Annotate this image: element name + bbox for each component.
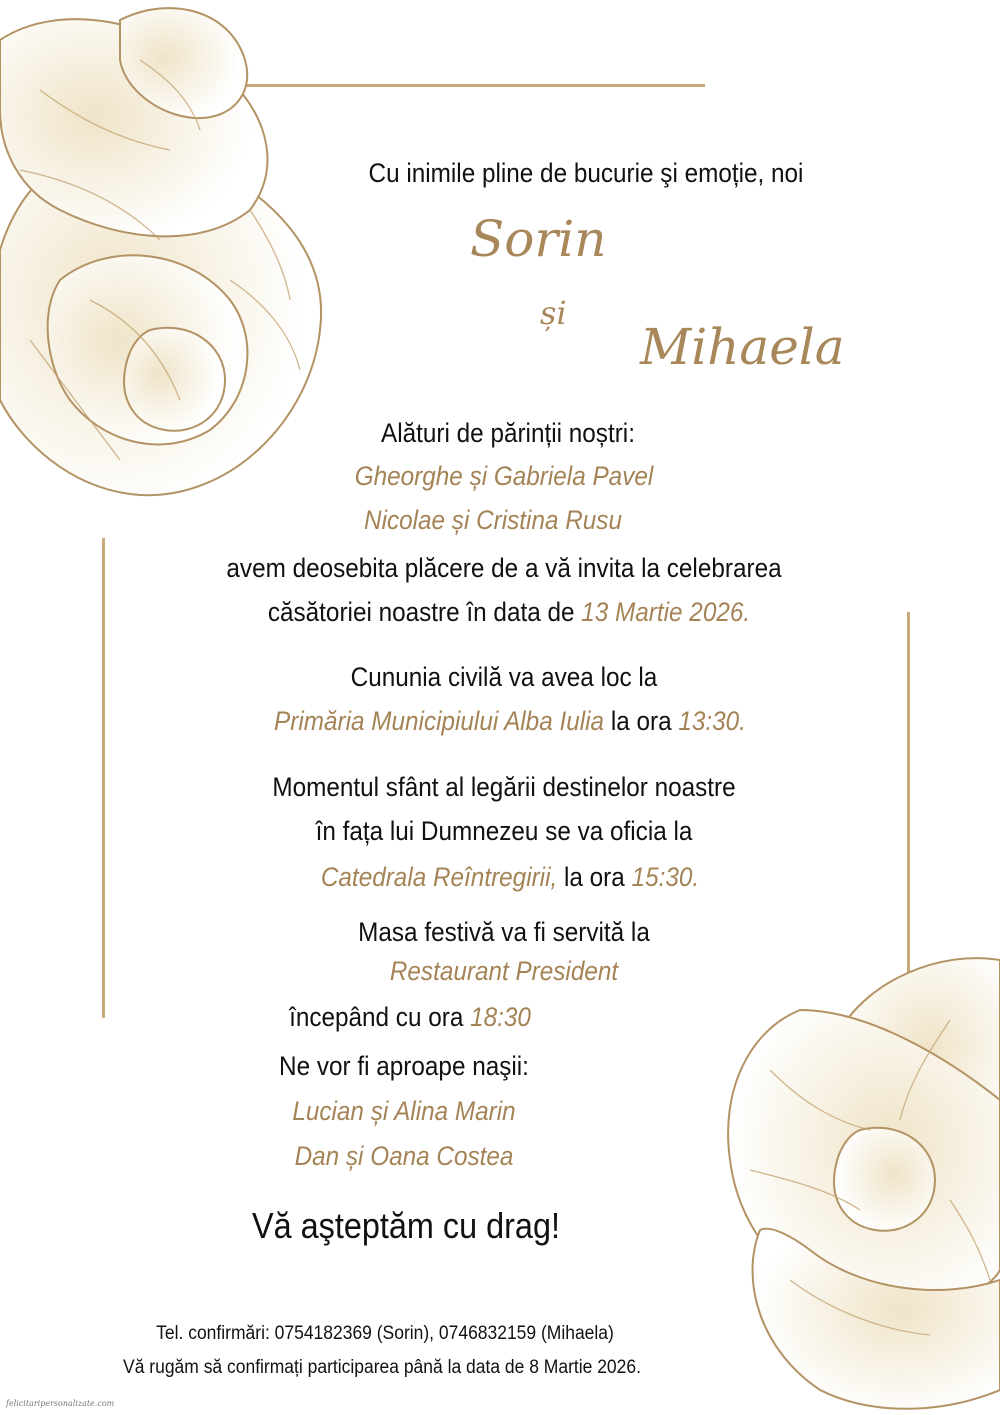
dinner-place-line (54, 956, 954, 987)
parents-line-1 (54, 461, 954, 492)
closing-line: Vă aşteptăm cu drag! (252, 1205, 560, 1246)
religious-line-2: în fața lui Dumnezeu se va oficia la (315, 816, 693, 846)
civil-title: Cununia civilă va avea loc la (350, 662, 658, 692)
and-word: și (540, 294, 567, 332)
parents-names-1: Gheorghe și Gabriela Pavel (354, 461, 654, 491)
godparents-line-2 (0, 1141, 854, 1172)
phone-line: Tel. confirmări: 0754182369 (Sorin), 0746832159 (Mihaela) (156, 1323, 614, 1344)
intro-line: Cu inimile pline de bucurie şi emoție, noi (368, 158, 804, 188)
bride-name: Mihaela (640, 318, 845, 376)
parents-line-2 (43, 505, 943, 536)
dinner-title: Masa festivă va fi servită la (358, 917, 650, 947)
civil-time: 13:30. (678, 706, 746, 736)
invite-line-2: căsătoriei noastre în data de 13 Martie 2026. (267, 597, 751, 627)
godparents-line-1 (0, 1096, 854, 1127)
godparents-title: Ne vor fi aproape naşii: (279, 1051, 529, 1081)
groom-name: Sorin (470, 210, 607, 268)
watermark: felicitaripersonalizate.com (6, 1399, 115, 1408)
civil-place: Primăria Municipiului Alba Iulia (274, 706, 605, 736)
religious-time: 15:30. (631, 862, 700, 892)
dinner-time-line: începând cu ora 18:30 (289, 1002, 531, 1032)
religious-place: Catedrala Reîntregirii, (320, 862, 558, 892)
godparents-names-1: Lucian și Alina Marin (292, 1096, 516, 1126)
dinner-time: 18:30 (470, 1002, 531, 1032)
rsvp-line: Vă rugăm să confirmați participarea până la data de 8 Martie 2026. (123, 1357, 641, 1378)
civil-line: Primăria Municipiului Alba Iulia la ora 13:30. (274, 706, 746, 736)
dinner-place: Restaurant President (389, 956, 619, 986)
invite-line-1: avem deosebita plăcere de a vă invita la celebrarea (226, 553, 782, 583)
parents-names-2: Nicolae și Cristina Rusu (364, 505, 622, 535)
wedding-date: 13 Martie 2026. (581, 597, 751, 627)
religious-line-3: Catedrala Reîntregirii, la ora 15:30. (320, 862, 700, 892)
parents-title: Alături de părinții noștri: (381, 418, 635, 448)
religious-line-1: Momentul sfânt al legării destinelor noastre (272, 772, 736, 802)
godparents-names-2: Dan și Oana Costea (294, 1141, 514, 1171)
